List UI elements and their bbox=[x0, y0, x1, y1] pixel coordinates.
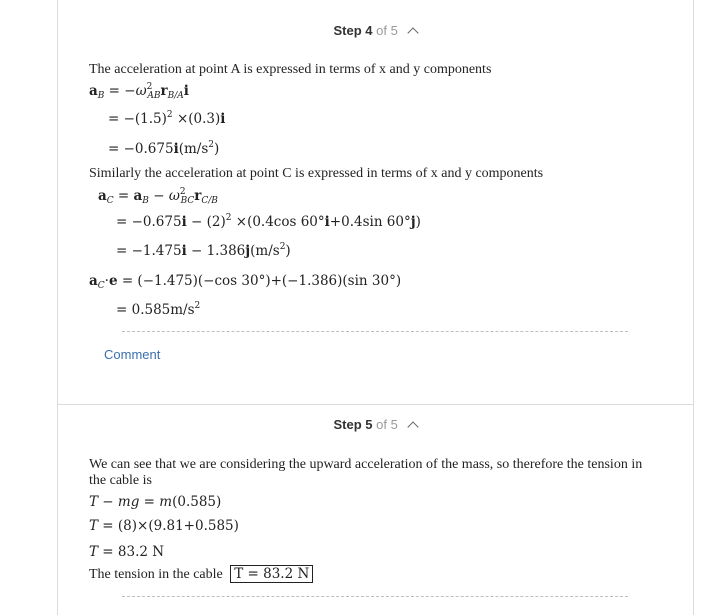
step-4-card bbox=[57, 0, 694, 405]
step-5-header[interactable] bbox=[58, 417, 693, 432]
eq-aC-e: $a_C\cdot e = (-1.475)(-\cos$ 30°)+(−1.386)(sin 30°) bbox=[89, 273, 402, 291]
comment-link[interactable]: Comment bbox=[104, 347, 161, 362]
eq-aC-3: = $-1.475i - 1.386j(m/s^2)$ bbox=[116, 242, 291, 259]
answer-box: T = 83.2 N bbox=[230, 565, 313, 583]
answer-label: The tension in the cable bbox=[89, 567, 223, 582]
eq-T-1: T − mg = m(0.585) bbox=[89, 494, 222, 510]
step-5-label: Step 5 bbox=[333, 417, 373, 432]
eq-aB-2: = $-(1.5)^2 \times(0.3)i$ bbox=[108, 110, 226, 127]
divider bbox=[122, 331, 628, 332]
step-4-intro: The acceleration at point A is expressed in terms of x and y components bbox=[89, 62, 492, 77]
eq-aB: $a_B = -\omega^2_{AB}r_{B/A}i$ bbox=[89, 82, 189, 101]
eq-aB-3: = $-0.675i(m/s^2)$ bbox=[108, 140, 220, 157]
answer-line bbox=[89, 566, 313, 583]
step-5-card bbox=[57, 404, 694, 615]
chevron-up-icon[interactable] bbox=[408, 27, 419, 38]
eq-aC-2: = $-0.675i - (2)^2 \times(0.4\cos$ 60°i+0.4sin 60°j) bbox=[116, 213, 421, 230]
step-4-intro2: Similarly the acceleration at point C is expressed in terms of x and y components bbox=[89, 166, 544, 181]
step-4-of-total: of 5 bbox=[376, 23, 398, 38]
step-5-of-total: of 5 bbox=[376, 417, 398, 432]
eq-T-3: T = 83.2 N bbox=[89, 544, 165, 560]
step-5-intro: We can see that we are considering the upward acceleration of the mass, so therefore the tension in the cable is bbox=[89, 457, 643, 488]
eq-aC: $a_C = a_B - \omega^2_{BC}r_{C/B}$ bbox=[98, 187, 218, 206]
step-4-label: Step 4 bbox=[333, 23, 373, 38]
chevron-up-icon[interactable] bbox=[408, 421, 419, 432]
eq-aC-e-2: = $0.585m/s^2$ bbox=[116, 301, 201, 318]
eq-T-2: T = (8)×(9.81+0.585) bbox=[89, 518, 239, 534]
divider bbox=[122, 596, 628, 597]
step-4-header[interactable] bbox=[58, 23, 693, 38]
